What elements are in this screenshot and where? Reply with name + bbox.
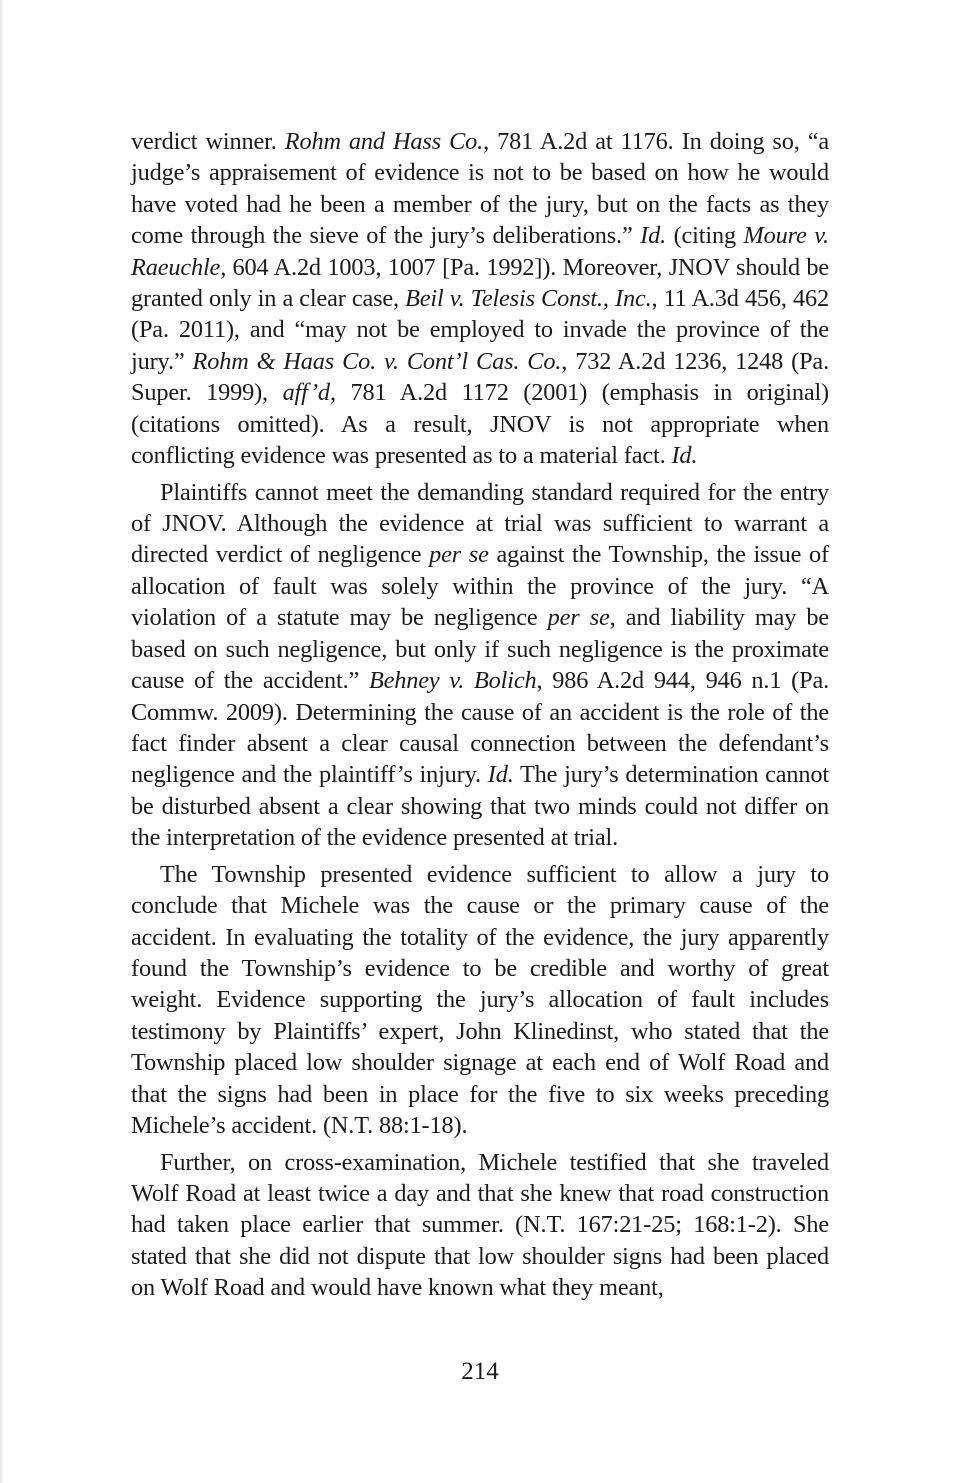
text-run: , 732 A.2d 1236, 1248 (Pa. Super. 1999), (131, 347, 829, 407)
text-run: verdict winner. (131, 128, 285, 155)
text-run: , and liability may be based on such negligence, but only if such negligence is the proximate cause of the accident.” (131, 604, 829, 695)
paragraph-2 (131, 477, 829, 854)
emphasis-italic: per se (429, 541, 489, 569)
paragraph-3 (131, 859, 829, 1142)
citation-italic: Id. (487, 761, 514, 789)
text-run: , 986 A.2d 944, 946 n.1 (Pa. Commw. 2009). Determining the cause of an accident is the role of the fact finder absent a clear causal connection between the defendant’s negligence and the plaintiff’s injury. (131, 667, 830, 789)
citation-italic: Rohm and Hass Co. (284, 128, 484, 155)
emphasis-italic: per se (547, 604, 610, 632)
paragraph-1 (131, 126, 829, 471)
text-run: , 781 A.2d at 1176. In doing so, “a judge’s appraisement of evidence is not to be based on how he would have voted had he been a member of the jury, but on the facts as they come through the sieve of the jury’s deliberations.” (131, 128, 829, 250)
paragraph-4 (131, 1147, 829, 1304)
citation-italic: Behney v. Bolich (368, 667, 537, 695)
page-edge (0, 0, 4, 1483)
text-run: (citing (666, 222, 744, 250)
text-run: Plaintiffs cannot meet the demanding standard required for the entry of JNOV. Although the evidence at trial was sufficient to warrant a directed verdict of negligence (131, 478, 829, 569)
text-run: , 11 A.3d 456, 462 (Pa. 2011), and “may not be employed to invade the province of the jury.” (131, 285, 830, 375)
citation-italic: Beil v. Telesis Const., Inc. (405, 285, 652, 313)
citation-italic: Moure v. Raeuchle (131, 222, 829, 281)
citation-italic: Id. (671, 442, 698, 470)
citation-italic: aff’d (282, 379, 330, 407)
text-run: , 781 A.2d 1172 (2001) (emphasis in original) (citations omitted). As a result, JNOV is not appropriate when conflicting evidence was presented as to a material fact. (131, 379, 829, 470)
citation-italic: Id. (640, 222, 667, 250)
text-run: against the Township, the issue of allocation of fault was solely within the province of the jury. “A violation of a statute may be negligence (131, 541, 829, 632)
text-run: , 604 A.2d 1003, 1007 [Pa. 1992]). Moreover, JNOV should be granted only in a clear case, (131, 253, 829, 313)
text-run: The Township presented evidence sufficient to allow a jury to conclude that Michele was the cause or the primary cause of the accident. In evaluating the totality of the evidence, the jury apparently found the Township’s evidence to be credible and worthy of great weight. Evidence supporting the jury’s allocation of fault includes testimony by Plaintiffs’ expert, John Klinedinst, who stated that the Township placed low shoulder signage at each end of Wolf Road and that the signs had been in place for the five to six weeks preceding Michele’s accident. (N.T. 88:1-18). (131, 860, 829, 1139)
body-text (131, 126, 829, 1304)
text-run: The jury’s determination cannot be disturbed absent a clear showing that two minds could not differ on the interpretation of the evidence presented at trial. (131, 761, 829, 852)
citation-italic: Rohm & Haas Co. v. Cont’l Cas. Co. (192, 347, 562, 375)
page-number: 214 (461, 1358, 499, 1385)
text-run: Further, on cross-examination, Michele testified that she traveled Wolf Road at least twice a day and that she knew that road construction had taken place earlier that summer. (N.T. 167:21-25; 168:1-2). She stated that she did not dispute that low shoulder signs had been placed on Wolf Road and would have known what they meant, (131, 1148, 829, 1302)
